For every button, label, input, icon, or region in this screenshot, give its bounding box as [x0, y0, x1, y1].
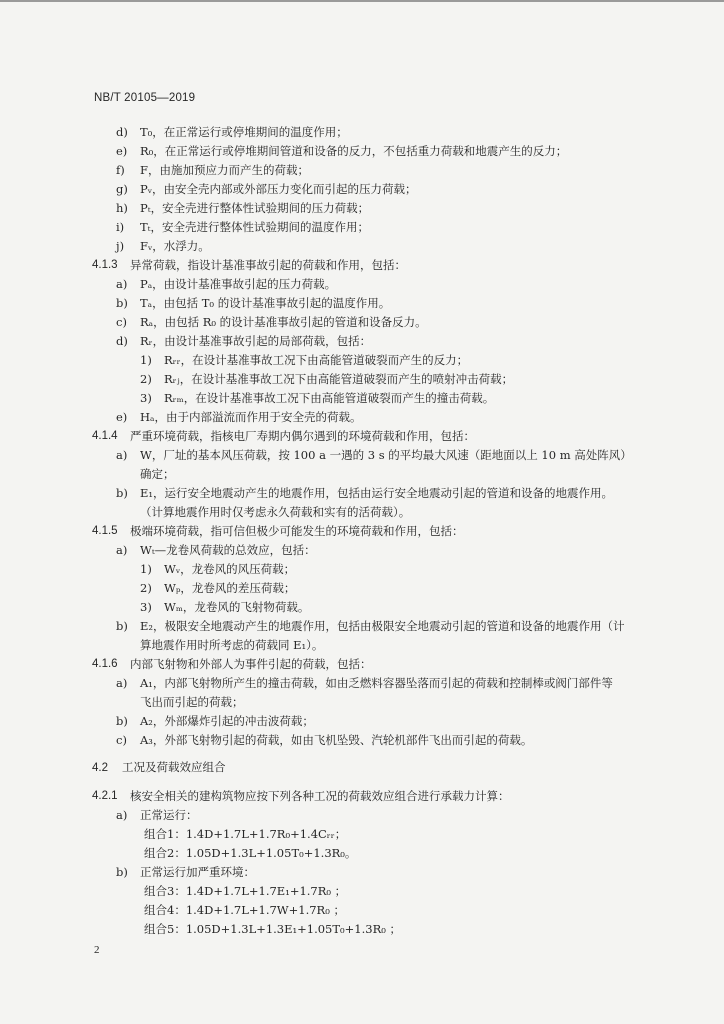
item-marker: 1): [140, 353, 152, 367]
item-continuation: 飞出而引起的荷载；: [140, 695, 244, 709]
item-text: Rᵣⱼ，在设计基准事故工况下由高能管道破裂而产生的喷射冲击荷载；: [164, 372, 514, 386]
section-title: 极端环境荷载，指可信但极少可能发生的环境荷载和作用，包括：: [130, 524, 464, 538]
item-marker: 2): [140, 581, 152, 595]
item-continuation: （计算地震作用时仅考虑永久荷载和实有的活荷载）。: [140, 505, 411, 519]
item-text: T₀，在正常运行或停堆期间的温度作用；: [140, 125, 348, 139]
item-marker: e): [116, 410, 128, 424]
item-text: A₁，内部飞射物所产生的撞击荷载，如由乏燃料容器坠落而引起的荷载和控制棒或阀门部件等: [140, 676, 613, 690]
item-text: E₂，极限安全地震动产生的地震作用，包括由极限安全地震动引起的管道和设备的地震作用（计: [140, 619, 625, 633]
item-text: Pₐ，由设计基准事故引起的压力荷载。: [140, 277, 337, 291]
item-marker: a): [116, 808, 128, 822]
item-marker: h): [116, 201, 128, 215]
item-text: Wᵥ，龙卷风的风压荷载；: [164, 562, 296, 576]
item-marker: 1): [140, 562, 152, 576]
item-text: Pᵥ，由安全壳内部或外部压力变化而引起的压力荷载；: [140, 182, 417, 196]
item-text: E₁，运行安全地震动产生的地震作用，包括由运行安全地震动引起的管道和设备的地震作用。: [140, 486, 613, 500]
item-text: Tₜ，安全壳进行整体性试验期间的温度作用；: [140, 220, 370, 234]
section-number: 4.2.1: [92, 790, 118, 802]
item-marker: c): [116, 315, 127, 329]
item-marker: b): [116, 486, 128, 500]
section-title: 工况及荷载效应组合: [122, 762, 226, 774]
item-text: Wₚ，龙卷风的差压荷载；: [164, 581, 296, 595]
item-marker: g): [116, 182, 128, 196]
item-text: Rᵣₘ，在设计基准事故工况下由高能管道破裂而产生的撞击荷载。: [164, 391, 495, 405]
section-number: 4.2: [92, 762, 108, 774]
combination-formula: 组合1：1.4D+1.7L+1.7R₀+1.4Cᵣᵣ；: [144, 827, 347, 841]
combination-formula: 组合2：1.05D+1.3L+1.05T₀+1.3R₀。: [144, 846, 357, 860]
item-text: A₃，外部飞射物引起的荷载，如由飞机坠毁、汽轮机部件飞出而引起的荷载。: [140, 733, 533, 747]
item-text: Rᵣᵣ，在设计基准事故工况下由高能管道破裂而产生的反力；: [164, 353, 469, 367]
item-continuation: 确定；: [140, 467, 175, 481]
item-text: 正常运行加严重环境：: [140, 865, 255, 879]
item-marker: a): [116, 676, 128, 690]
item-text: 正常运行：: [140, 808, 198, 822]
item-marker: 3): [140, 391, 152, 405]
item-text: Fᵥ，水浮力。: [140, 239, 210, 253]
item-text: Hₐ，由于内部溢流而作用于安全壳的荷载。: [140, 410, 362, 424]
item-marker: e): [116, 144, 128, 158]
section-number: 4.1.4: [92, 430, 118, 442]
item-marker: d): [116, 125, 128, 139]
section-title: 异常荷载，指设计基准事故引起的荷载和作用，包括：: [130, 258, 406, 272]
item-marker: i): [116, 220, 125, 234]
item-text: Tₐ，由包括 T₀ 的设计基准事故引起的温度作用。: [140, 296, 391, 310]
combination-formula: 组合3：1.4D+1.7L+1.7E₁+1.7R₀ ；: [144, 884, 347, 898]
item-text: F，由施加预应力而产生的荷载；: [140, 163, 309, 177]
item-text: Wₜ—龙卷风荷载的总效应，包括：: [140, 543, 316, 557]
item-marker: b): [116, 865, 128, 879]
item-text: A₂，外部爆炸引起的冲击波荷载；: [140, 714, 314, 728]
item-marker: b): [116, 714, 128, 728]
section-title: 核安全相关的建构筑物应按下列各种工况的荷载效应组合进行承载力计算：: [130, 789, 510, 803]
section-number: 4.1.5: [92, 525, 118, 537]
page-number: 2: [94, 944, 100, 956]
section-title: 内部飞射物和外部人为事件引起的荷载，包括：: [130, 657, 372, 671]
item-marker: b): [116, 619, 128, 633]
item-marker: a): [116, 277, 128, 291]
item-text: Wₘ，龙卷风的飞射物荷载。: [164, 600, 310, 614]
item-marker: a): [116, 448, 128, 462]
item-marker: 3): [140, 600, 152, 614]
item-text: W，厂址的基本风压荷载，按 100 a 一遇的 3 s 的平均最大风速（距地面以上 10 m 高处阵风）: [140, 448, 632, 462]
standard-code-header: NB/T 20105—2019: [94, 92, 196, 104]
section-number: 4.1.3: [92, 259, 118, 271]
combination-formula: 组合5：1.05D+1.3L+1.3E₁+1.05T₀+1.3R₀ ；: [144, 922, 402, 936]
item-marker: d): [116, 334, 128, 348]
item-marker: j): [116, 239, 125, 253]
item-marker: 2): [140, 372, 152, 386]
item-text: R₀，在正常运行或停堆期间管道和设备的反力，不包括重力荷载和地震产生的反力；: [140, 144, 568, 158]
item-marker: f): [116, 163, 125, 177]
item-marker: c): [116, 733, 127, 747]
item-text: Rᵣ，由设计基准事故引起的局部荷载，包括：: [140, 334, 372, 348]
section-title: 严重环境荷载，指核电厂寿期内偶尔遇到的环境荷载和作用，包括：: [130, 429, 475, 443]
item-continuation: 算地震作用时所考虑的荷载同 E₁）。: [140, 638, 324, 652]
combination-formula: 组合4：1.4D+1.7L+1.7W+1.7R₀ ；: [144, 903, 345, 917]
item-marker: a): [116, 543, 128, 557]
scan-top-edge: [0, 0, 724, 2]
item-marker: b): [116, 296, 128, 310]
item-text: Rₐ，由包括 R₀ 的设计基准事故引起的管道和设备反力。: [140, 315, 427, 329]
section-number: 4.1.6: [92, 658, 118, 670]
item-text: Pₜ，安全壳进行整体性试验期间的压力荷载；: [140, 201, 370, 215]
